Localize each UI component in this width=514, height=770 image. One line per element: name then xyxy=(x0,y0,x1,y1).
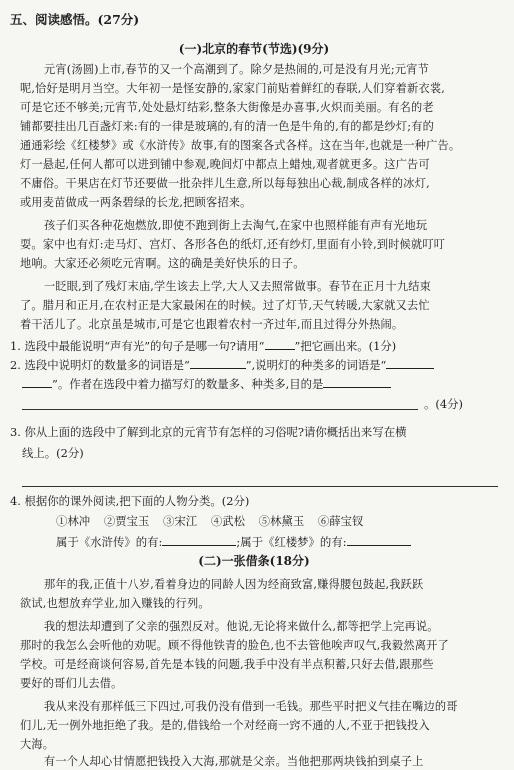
question-1-tail: ”把它画出来。(1分) xyxy=(294,339,397,353)
question-4-answer xyxy=(56,533,508,550)
option-5: ⑤林黛玉 xyxy=(258,514,305,528)
question-2 xyxy=(10,356,508,373)
option-2: ②贾宝玉 xyxy=(103,514,150,528)
passage2-line: 我从来没有那样低三下四过,可我仍没有借到一毛钱。那些平时把义气挂在嘴边的哥 xyxy=(44,700,458,713)
passage2-line: 大海。 xyxy=(20,738,55,751)
passage2-title: (二)一张借条(18分) xyxy=(198,554,310,568)
answer-blank[interactable] xyxy=(162,533,236,546)
option-1: ①林冲 xyxy=(56,514,91,528)
passage1-line: 铺都要挂出几百盏灯来:有的一律是玻璃的,有的清一色是牛角的,有的都是纱灯;有的 xyxy=(20,120,435,133)
passage1-line: 一眨眼,到了残灯末庙,学生该去上学,大人又去照常做事。春节在正月十九结束 xyxy=(44,280,432,293)
question-2-text-c: ”。作者在选段中着力描写灯的数量多、种类多,目的是 xyxy=(52,377,324,391)
passage1-title: (一)北京的春节(节选)(9分) xyxy=(178,42,330,56)
answer-line[interactable] xyxy=(22,486,498,487)
answer-blank[interactable] xyxy=(190,356,246,369)
passage2-line: 欲试,也想放弃学业,加入赚钱的行列。 xyxy=(20,597,210,610)
question-1 xyxy=(10,337,508,354)
passage1-line: 可是它还不够美;元宵节,处处悬灯结彩,整条大街像是办喜事,火炽而美丽。有名的老 xyxy=(20,101,434,114)
passage1-line: 不庸俗。干果店在灯节还要做一批杂拌儿生意,所以每每独出心裁,制成各样的冰灯, xyxy=(20,177,430,190)
passage1-line: 呢,恰好是明月当空。大年初一是怪安静的,家家门前贴着鲜红的春联,人们穿着新衣裳, xyxy=(20,82,445,95)
option-4: ④武松 xyxy=(210,514,246,528)
passage2-line: 那年的我,正值十八岁,看着身边的同龄人因为经商致富,赚得腰包鼓起,我跃跃 xyxy=(44,578,424,591)
passage2-line: 我的想法却遭到了父亲的强烈反对。他说,无论将来做什么,都等把学上完再说。 xyxy=(44,620,439,633)
passage1-line: 或用麦苗做成一两条碧绿的长龙,把顾客招来。 xyxy=(20,196,252,209)
question-4: 4. 根据你的课外阅读,把下面的人物分类。(2分) xyxy=(10,494,250,508)
question-2-text-b: ”,说明灯的种类多的词语是“ xyxy=(245,358,387,372)
answer-blank[interactable] xyxy=(265,337,295,350)
passage2-line: 那时的我怎么会听他的劝呢。顾不得他铁青的脸色,也不去管他唉声叹气,我毅然离开了 xyxy=(20,639,449,652)
passage1-line: 元宵(汤圆)上市,春节的又一个高潮到了。除夕是热闹的,可是没有月光;元宵节 xyxy=(44,63,430,76)
passage2-line: 学校。可是经商谈何容易,首先是本钱的问题,我手中没有半点积蓄,只好去借,跟那些 xyxy=(20,658,434,671)
passage1-line: 着干活儿了。北京虽是城市,可是它也跟着农村一齐过年,而且过得分外热闹。 xyxy=(20,318,404,331)
option-3: ③宋江 xyxy=(163,514,198,528)
question-1-text: 1. 选段中最能说明“声有光”的句子是哪一句?请用“ xyxy=(10,339,265,353)
question-2-text: 2. 选段中说明灯的数量多的词语是“ xyxy=(10,358,190,372)
water-margin-label: 属于《水浒传》的有: xyxy=(56,535,163,549)
passage2-line: 们儿,无一例外地拒绝了我。是的,借钱给一个对经商一窍不通的人,不亚于把钱投入 xyxy=(20,719,430,732)
answer-blank[interactable] xyxy=(323,375,391,388)
question-3: 3. 你从上面的选段中了解到北京的元宵节有怎样的习俗呢?请你概括出来写在横 xyxy=(10,425,407,439)
character-options xyxy=(56,514,508,529)
question-2-score: 。(4分) xyxy=(424,397,463,411)
question-3-cont: 线上。(2分) xyxy=(22,446,84,460)
answer-blank[interactable] xyxy=(347,533,411,546)
section-title: 五、阅读感悟。(27分) xyxy=(10,12,140,27)
passage1-line: 耍。家中也有灯:走马灯、宫灯、各形各色的纸灯,还有纱灯,里面有小铃,到时候就叮叮 xyxy=(20,238,446,251)
passage1-line: 孩子们买各种花炮燃放,即使不跑到街上去淘气,在家中也照样能有声有光地玩 xyxy=(44,219,428,232)
passage1-line: 地响。大家还必须吃元宵啊。这的确是美好快乐的日子。 xyxy=(20,257,305,270)
option-6: ⑥薛宝钗 xyxy=(317,514,364,528)
passage2-line: 要好的哥们儿去借。 xyxy=(20,677,123,690)
red-chamber-label: ;属于《红楼梦》的有: xyxy=(236,535,347,549)
passage1-line: 了。腊月和正月,在农村正是大家最闲在的时候。过了灯节,天气转暖,大家就又去忙 xyxy=(20,299,430,312)
answer-line[interactable] xyxy=(22,409,418,410)
question-2-cont xyxy=(22,375,508,392)
passage1-line: 通通彩绘《红楼梦》或《水浒传》故事,有的图案各式各样。这在当年,也就是一种广告。 xyxy=(20,139,461,152)
passage1-line: 灯一悬起,任何人都可以进到铺中参观,晚间灯中都点上蜡烛,观者就更多。这广告可 xyxy=(20,158,430,171)
answer-blank[interactable] xyxy=(22,375,52,388)
answer-blank[interactable] xyxy=(386,356,434,369)
passage2-line: 有一个人却心甘情愿把钱投入大海,那就是父亲。当他把那两块钱拍到桌子上 xyxy=(44,755,424,768)
